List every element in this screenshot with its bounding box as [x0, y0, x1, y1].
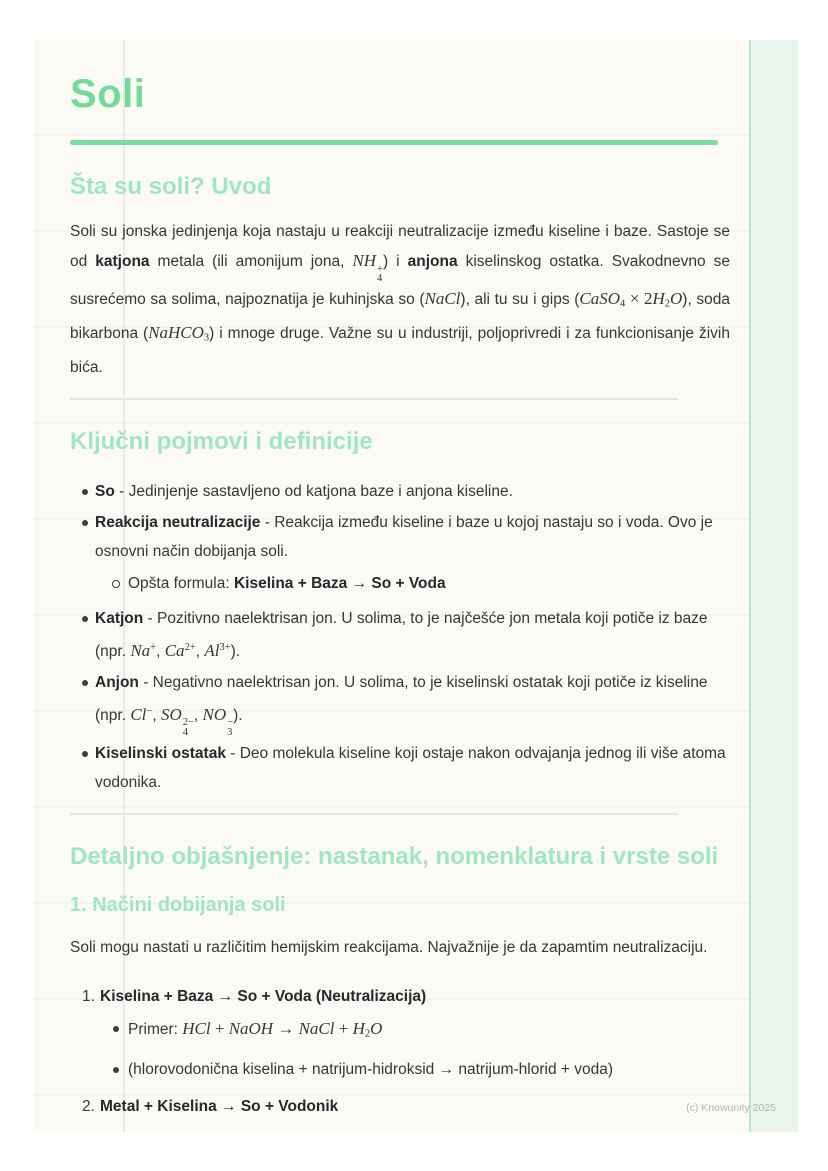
- math-italic: Cl: [130, 704, 147, 724]
- section-divider: [70, 813, 678, 815]
- math-italic: O: [670, 288, 683, 308]
- bold-run: Reakcija neutralizacije: [95, 514, 261, 532]
- list-item: [100, 1055, 730, 1084]
- section-heading: Šta su soli? Uvod: [70, 173, 272, 200]
- document-page: [33, 40, 798, 1132]
- math-superscript: 3+: [219, 642, 231, 654]
- math-italic: NO: [202, 704, 227, 724]
- math-formula: [182, 1019, 382, 1038]
- text-run: - Reakcija između kiseline i baze u kojoj nastaju so i voda. Ovo je osnovni način dobijanja soli.: [95, 514, 713, 561]
- text-run: ,: [195, 642, 205, 660]
- nested-list: [95, 569, 730, 598]
- list-item: [70, 604, 730, 666]
- bold-run: Kiselina + Baza → So + Voda (Neutralizacija): [100, 988, 427, 1006]
- list-item-content: [128, 1014, 730, 1049]
- math-italic: Ca: [164, 640, 185, 660]
- bullet-marker: [82, 751, 88, 757]
- list-item: [70, 668, 730, 738]
- page-title: Soli: [70, 72, 146, 116]
- math-superscript: 2−: [182, 717, 194, 729]
- list-item: [100, 1014, 730, 1049]
- list-item: [70, 1092, 730, 1121]
- math-formula: [130, 705, 152, 724]
- math-superscript: 2+: [184, 642, 196, 654]
- list-item-content: [95, 668, 730, 738]
- bold-run: Kiselina + Baza → So + Voda: [233, 575, 446, 593]
- math-formula: [202, 704, 234, 738]
- text-run: ), soda bikarbona (: [70, 290, 730, 343]
- math-upright: +: [334, 1019, 353, 1039]
- math-italic: NaCl: [298, 1019, 335, 1039]
- marker-column: [70, 668, 95, 738]
- text-run: - Jedinjenje sastavljeno od katjona baze i anjona kiseline.: [114, 483, 513, 501]
- math-formula: [204, 641, 230, 660]
- list-item-content: [95, 739, 730, 797]
- math-subscript: 4: [182, 726, 188, 738]
- text-run: Opšta formula:: [128, 575, 234, 593]
- math-subscript: 4: [377, 273, 383, 285]
- text-run: Soli su jonska jedinjenja koja nastaju u reakciji neutralizacije između kiseline i baze. Sastoje se od: [70, 223, 730, 270]
- math-formula: [165, 641, 196, 660]
- marker-column: [100, 1014, 128, 1049]
- text-run: Soli mogu nastati u različitim hemijskim reakcijama. Najvažnije je da zapamtim neutralizaciju.: [70, 939, 708, 957]
- number-marker: 1.: [82, 988, 95, 1006]
- text-run: ), ali tu su i gips (: [460, 290, 580, 308]
- subsection-heading: 1. Načini dobijanja soli: [70, 894, 286, 917]
- bullet-marker: [82, 680, 88, 686]
- list-item-content: [95, 477, 730, 506]
- list-item-content: [95, 508, 730, 602]
- section-heading: Ključni pojmovi i definicije: [70, 428, 373, 456]
- text-run: ,: [152, 706, 161, 724]
- paragraph: [70, 933, 730, 962]
- text-run: ).: [233, 706, 243, 724]
- bold-run: anjona: [407, 253, 458, 270]
- text-run: kiselinskog ostatka. Svakodnevno se susrećemo sa solima, najpoznatija je kuhinjska so (: [70, 253, 731, 308]
- list-item-content: [95, 604, 730, 666]
- math-italic: CaSO: [579, 288, 621, 308]
- bullet-marker: [113, 1067, 119, 1073]
- math-italic: NH: [352, 251, 377, 270]
- list-item: [70, 508, 730, 602]
- math-formula: [425, 289, 461, 308]
- document-content: [70, 40, 730, 1123]
- list-item-content: [128, 1055, 730, 1084]
- math-italic: Al: [204, 640, 220, 660]
- math-upright: →: [273, 1019, 299, 1039]
- list-item: [70, 739, 730, 797]
- paragraph: [70, 217, 730, 382]
- math-italic: NaHCO: [148, 323, 204, 343]
- marker-column: [95, 569, 128, 598]
- marker-column: [70, 604, 95, 666]
- bold-run: Metal + Kiselina → So + Vodonik: [100, 1097, 339, 1115]
- math-italic: H: [352, 1019, 365, 1039]
- numbered-list: [70, 982, 730, 1121]
- bold-run: katjona: [95, 253, 150, 270]
- bullet-marker: [82, 489, 88, 495]
- marker-column: [70, 739, 95, 797]
- list-item: [95, 569, 730, 598]
- math-formula: [148, 323, 210, 345]
- text-run: - Deo molekula kiseline koji ostaje nakon odvajanja jednog ili više atoma vodonika.: [95, 745, 726, 792]
- section-divider: [70, 398, 678, 400]
- math-superscript: +: [150, 642, 157, 654]
- math-formula: [130, 641, 156, 660]
- text-run: ).: [230, 642, 241, 660]
- bold-run: Katjon: [95, 610, 144, 628]
- math-subscript: 2: [364, 1028, 371, 1040]
- math-supsub: [183, 718, 194, 737]
- math-superscript: −: [146, 705, 153, 717]
- bullet-marker: [82, 520, 88, 526]
- text-run: - Negativno naelektrisan jon. U solima, to je kiselinski ostatak koji potiče iz kiseline (npr.: [95, 673, 708, 724]
- math-italic: NaOH: [228, 1019, 274, 1039]
- text-run: ,: [156, 642, 165, 660]
- page-right-margin-strip: [749, 40, 798, 1132]
- math-italic: NaCl: [424, 288, 461, 308]
- text-run: (hlorovodonična kiselina + natrijum-hidroksid → natrijum-hlorid + voda): [128, 1060, 614, 1078]
- math-formula: [579, 289, 682, 308]
- math-italic: HCl: [182, 1019, 211, 1039]
- bullet-marker: [113, 1026, 119, 1032]
- text-run: ) i: [382, 253, 408, 270]
- nested-list: [100, 1014, 730, 1084]
- bold-run: Anjon: [95, 673, 139, 691]
- list-item: [70, 477, 730, 506]
- marker-column: [70, 508, 95, 602]
- section-heading: Detaljno objašnjenje: nastanak, nomenklatura i vrste soli: [70, 843, 719, 871]
- text-run: ) i mnoge druge. Važne su u industriji, poljoprivredi i za funkcionisanje živih bića.: [70, 325, 730, 377]
- bullet-list: [70, 477, 730, 797]
- circle-marker: [112, 580, 120, 588]
- bold-run: So: [95, 483, 115, 501]
- list-item: [70, 982, 730, 1090]
- math-subscript: 4: [620, 298, 626, 310]
- math-subscript: 3: [227, 726, 233, 738]
- math-italic: O: [370, 1019, 383, 1039]
- text-run: ,: [193, 706, 203, 724]
- math-formula: [352, 251, 383, 285]
- text-run: Primer:: [128, 1021, 183, 1039]
- math-superscript: +: [377, 263, 383, 275]
- marker-column: [70, 477, 95, 506]
- text-run: metala (ili amonijum jona,: [149, 253, 353, 270]
- bold-run: Kiselinski ostatak: [95, 745, 226, 763]
- list-item-content: [128, 569, 730, 598]
- copyright-label: (c) Knowunity 2025: [686, 1102, 776, 1114]
- math-italic: Na: [130, 640, 151, 660]
- list-item-content: [100, 982, 730, 1090]
- math-formula: [160, 704, 194, 738]
- math-superscript: −: [227, 717, 234, 729]
- text-run: - Pozitivno naelektrisan jon. U solima, to je najčešće jon metala koji potiče iz baze (npr.: [95, 610, 708, 660]
- math-subscript: 2: [664, 298, 671, 310]
- list-item-content: [100, 1092, 730, 1121]
- math-italic: H: [652, 288, 665, 308]
- title-underline: [70, 140, 718, 145]
- number-marker: 2.: [82, 1097, 95, 1115]
- math-subscript: 3: [203, 333, 210, 345]
- math-italic: SO: [160, 704, 182, 724]
- math-upright: × 2: [625, 288, 653, 308]
- marker-column: [100, 1055, 128, 1084]
- bullet-marker: [82, 616, 88, 622]
- math-upright: +: [210, 1019, 229, 1039]
